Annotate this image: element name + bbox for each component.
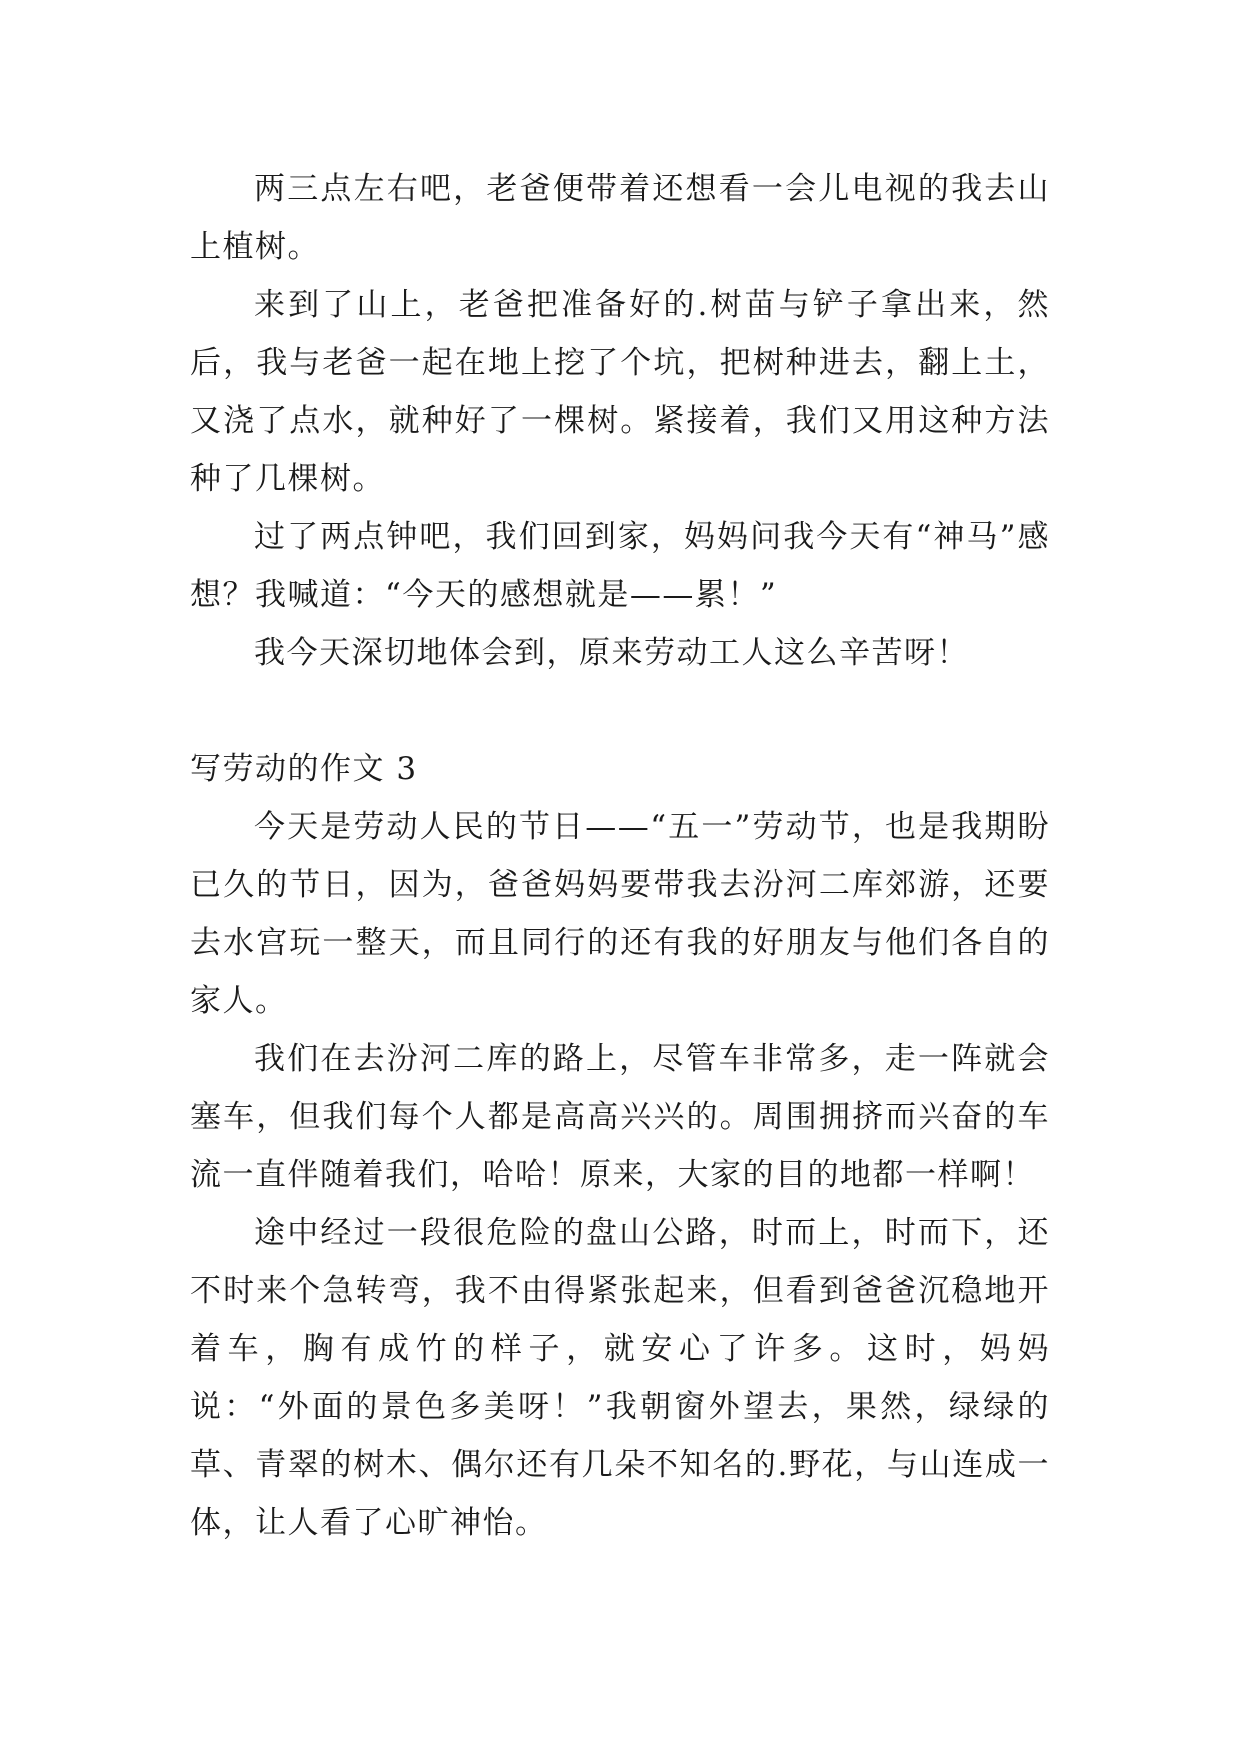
paragraph: 我今天深切地体会到，原来劳动工人这么辛苦呀！ — [254, 635, 969, 671]
paragraph: 两三点左右吧，老爸便带着还想看一会儿电视的我去山上植树。 — [190, 171, 1050, 265]
paragraph: 来到了山上，老爸把准备好的.树苗与铲子拿出来，然后，我与老爸一起在地上挖了个坑，把树种进去，翻上土，又浇了点水，就种好了一棵树。紧接着，我们又用这种方法种了几棵树。 — [190, 287, 1050, 497]
document-body — [190, 160, 1050, 1552]
paragraph: 今天是劳动人民的节日——“五一”劳动节，也是我期盼已久的节日，因为，爸爸妈妈要带我去汾河二库郊游，还要去水宫玩一整天，而且同行的还有我的好朋友与他们各自的家人。 — [190, 809, 1050, 1019]
section-heading: 写劳动的作文 3 — [190, 751, 418, 787]
paragraph: 过了两点钟吧，我们回到家，妈妈问我今天有“神马”感想？我喊道：“今天的感想就是——累！” — [190, 519, 1050, 613]
paragraph: 途中经过一段很危险的盘山公路，时而上，时而下，还不时来个急转弯，我不由得紧张起来，但看到爸爸沉稳地开着车，胸有成竹的样子，就安心了许多。这时，妈妈说：“外面的景色多美呀！”我朝窗外望去，果然，绿绿的草、青翠的树木、偶尔还有几朵不知名的.野花，与山连成一体，让人看了心旷神怡。 — [190, 1215, 1050, 1541]
paragraph: 我们在去汾河二库的路上，尽管车非常多，走一阵就会塞车，但我们每个人都是高高兴兴的。周围拥挤而兴奋的车流一直伴随着我们，哈哈！原来，大家的目的地都一样啊！ — [190, 1041, 1050, 1193]
section-gap — [190, 682, 1050, 740]
